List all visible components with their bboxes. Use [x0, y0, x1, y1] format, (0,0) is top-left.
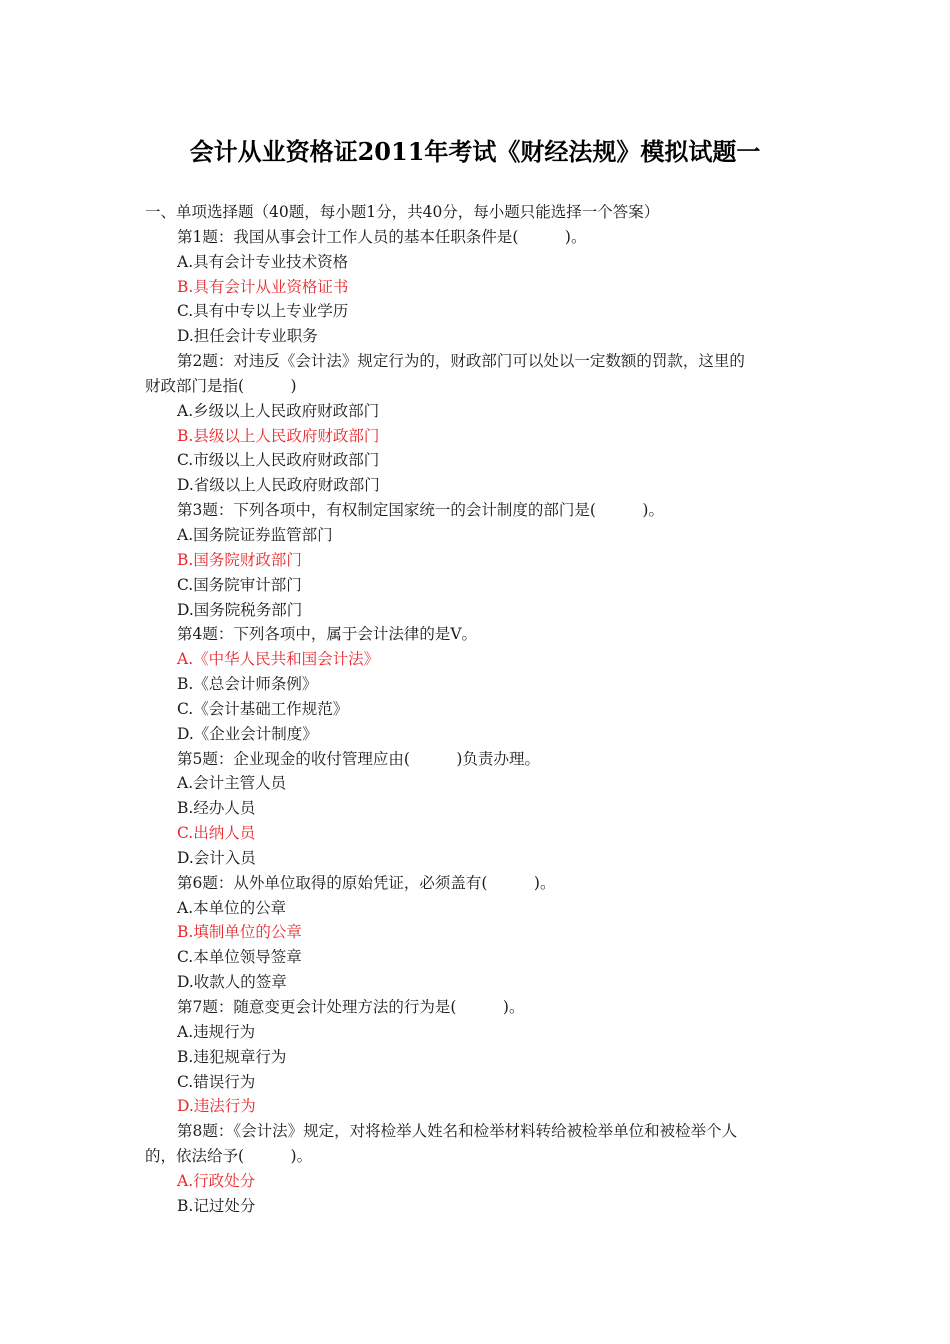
question-stem-continued: 的，依法给予( )。: [145, 1147, 313, 1166]
question-stem: 第4题：下列各项中，属于会计法律的是V。: [177, 625, 478, 644]
question-stem: 第2题：对违反《会计法》规定行为的，财政部门可以处以一定数额的罚款，这里的: [177, 352, 745, 371]
answer-option: D.省级以上人民政府财政部门: [177, 476, 380, 495]
answer-option: D.《企业会计制度》: [177, 724, 318, 743]
answer-option-correct: B.具有会计从业资格证书: [177, 277, 349, 296]
answer-option: A.具有会计专业技术资格: [177, 252, 349, 271]
question-block: [145, 747, 810, 871]
question-stem: 第3题：下列各项中，有权制定国家统一的会计制度的部门是( )。: [177, 501, 664, 520]
answer-option: D.国务院税务部门: [177, 600, 303, 619]
question-block: [145, 622, 810, 746]
answer-option: C.市级以上人民政府财政部门: [177, 451, 380, 470]
answer-option-correct: B.国务院财政部门: [177, 550, 302, 569]
answer-option-correct: A.《中华人民共和国会计法》: [177, 650, 380, 669]
question-block: [145, 498, 810, 622]
answer-option: D.担任会计专业职务: [177, 327, 318, 346]
answer-option: B.违犯规章行为: [177, 1047, 287, 1066]
question-stem: 第7题：随意变更会计处理方法的行为是( )。: [177, 998, 525, 1016]
answer-option-correct: A.行政处分: [177, 1171, 256, 1190]
answer-option: B.《总会计师条例》: [177, 675, 318, 694]
question-block: [145, 349, 810, 498]
answer-option: C.错误行为: [177, 1072, 256, 1091]
document-title: 会计从业资格证2011年考试《财经法规》模拟试题一: [189, 137, 761, 166]
question-stem-continued: 财政部门是指( ): [145, 376, 297, 395]
question-stem: 第1题：我国从事会计工作人员的基本任职条件是( )。: [177, 227, 587, 246]
answer-option: C.具有中专以上专业学历: [177, 302, 349, 321]
document-body: [145, 200, 810, 1219]
answer-option-correct: B.县级以上人民政府财政部门: [177, 426, 380, 445]
answer-option: A.乡级以上人民政府财政部门: [177, 401, 380, 420]
question-block: [145, 995, 810, 1119]
section-heading: 一、单项选择题（40题，每小题1分，共40分，每小题只能选择一个答案）: [145, 203, 660, 221]
answer-option: A.违规行为: [177, 1022, 256, 1041]
answer-option: B.经办人员: [177, 799, 256, 818]
question-stem: 第8题：《会计法》规定，对将检举人姓名和检举材料转给被检举单位和被检举个人: [177, 1122, 738, 1141]
answer-option: D.收款人的签章: [177, 973, 287, 992]
answer-option: B.记过处分: [177, 1196, 256, 1215]
question-block: [145, 1119, 810, 1218]
question-stem: 第5题：企业现金的收付管理应由( )负责办理。: [177, 749, 540, 768]
answer-option: A.会计主管人员: [177, 774, 287, 793]
answer-option: D.会计入员: [177, 848, 256, 867]
question-block: [145, 871, 810, 995]
answer-option-correct: C.出纳人员: [177, 824, 256, 843]
answer-option: A.本单位的公章: [177, 898, 287, 917]
answer-option: C.本单位领导签章: [177, 948, 302, 967]
answer-option: C.《会计基础工作规范》: [177, 699, 349, 718]
answer-option-correct: D.违法行为: [177, 1097, 256, 1116]
answer-option: C.国务院审计部门: [177, 575, 302, 594]
question-block: [145, 225, 810, 349]
answer-option-correct: B.填制单位的公章: [177, 923, 302, 942]
question-stem: 第6题：从外单位取得的原始凭证，必须盖有( )。: [177, 873, 556, 892]
answer-option: A.国务院证券监管部门: [177, 525, 333, 544]
